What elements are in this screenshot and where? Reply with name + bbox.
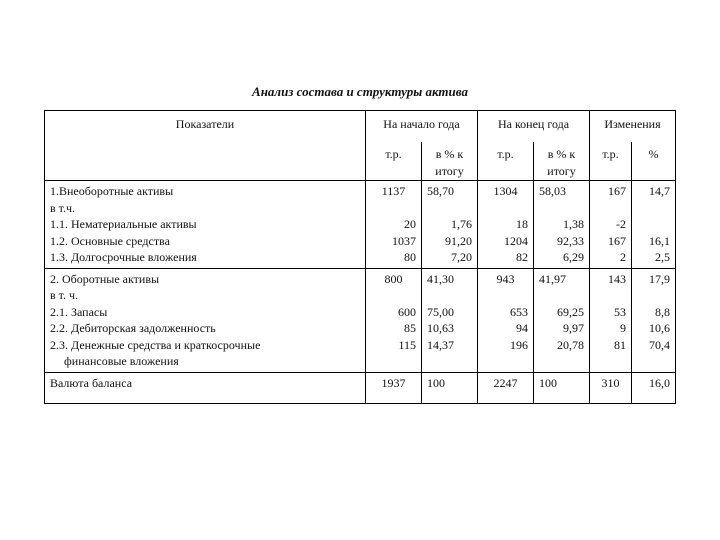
header-change-pct: %	[632, 142, 676, 181]
start-tr-values: 800 600 85 115	[366, 268, 422, 372]
header-indicator: Показатели	[45, 111, 366, 181]
total-start-tr: 1937	[366, 372, 422, 403]
section-current-assets	[45, 268, 676, 372]
change-pct-values: 14,7 16,1 2,5	[632, 181, 676, 269]
change-tr-values: 167 -2 167 2	[590, 181, 632, 269]
total-end-pct: 100	[534, 372, 590, 403]
total-row	[45, 372, 676, 403]
section-labels: 1.Внеоборотные активы в т.ч. 1.1. Нематериальные активы 1.2. Основные средства 1.3. Долгосрочные вложения	[45, 181, 366, 269]
header-start-tr: т.р.	[366, 142, 422, 181]
header-end-tr: т.р.	[478, 142, 534, 181]
end-tr-values: 943 653 94 196	[478, 268, 534, 372]
end-pct-values: 58,03 1,38 92,33 6,29	[534, 181, 590, 269]
end-tr-values: 1304 18 1204 82	[478, 181, 534, 269]
header-change-tr: т.р.	[590, 142, 632, 181]
change-tr-values: 143 53 9 81	[590, 268, 632, 372]
header-row-main	[45, 111, 676, 143]
total-change-pct: 16,0	[632, 372, 676, 403]
page-title: Анализ состава и структуры актива	[252, 84, 468, 99]
total-start-pct: 100	[422, 372, 478, 403]
header-start-pct: в % к итогу	[422, 142, 478, 181]
start-pct-values: 41,30 75,00 10,63 14,37	[422, 268, 478, 372]
section-labels: 2. Оборотные активы в т. ч. 2.1. Запасы 2.2. Дебиторская задолженность 2.3. Денежные средства и краткосрочные финансовые вложения	[45, 268, 366, 372]
total-label: Валюта баланса	[45, 372, 366, 403]
start-pct-values: 58,70 1,76 91,20 7,20	[422, 181, 478, 269]
total-change-tr: 310	[590, 372, 632, 403]
change-pct-values: 17,9 8,8 10,6 70,4	[632, 268, 676, 372]
header-end: На конец года	[478, 111, 590, 143]
header-start: На начало года	[366, 111, 478, 143]
header-end-pct: в % к итогу	[534, 142, 590, 181]
start-tr-values: 1137 20 1037 80	[366, 181, 422, 269]
asset-structure-table	[44, 110, 676, 404]
header-change: Изменения	[590, 111, 676, 143]
section-noncurrent-assets	[45, 181, 676, 269]
total-end-tr: 2247	[478, 372, 534, 403]
end-pct-values: 41,97 69,25 9,97 20,78	[534, 268, 590, 372]
